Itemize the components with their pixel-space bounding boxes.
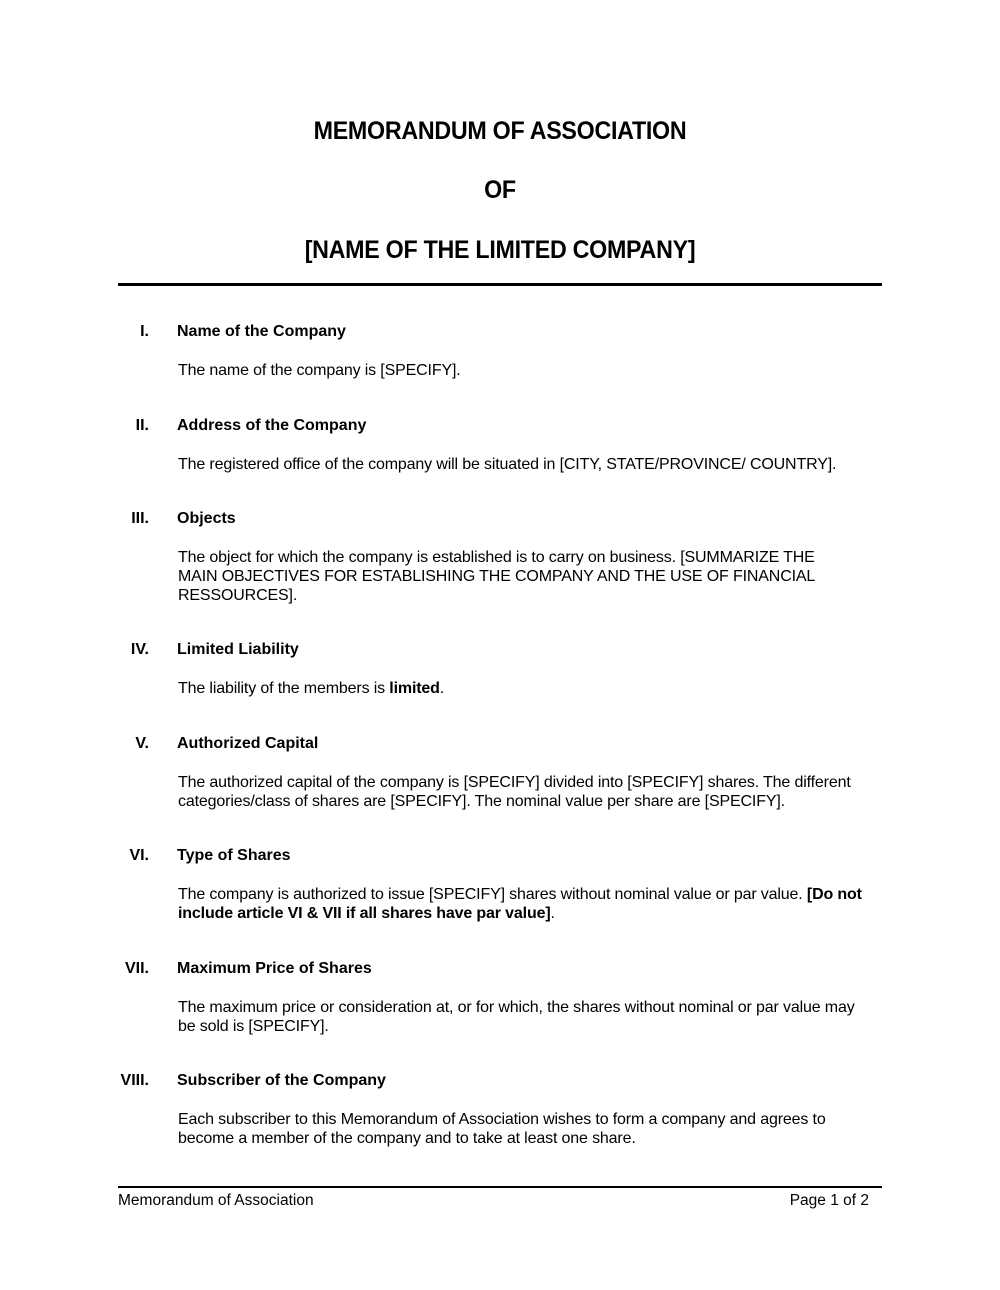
footer-document-name: Memorandum of Association [118,1192,314,1209]
section-numeral: VII. [124,960,149,977]
section-body: Each subscriber to this Memorandum of Association wishes to form a company and agrees to become a member of the company and to take at least one share. [178,1111,826,1147]
body-text-run: . [439,680,445,697]
section-body: The name of the company is [SPECIFY]. [178,362,461,379]
section-heading: Name of the Company [177,323,346,340]
section-heading: Type of Shares [177,847,291,864]
section-numeral: I. [140,323,149,340]
section-numeral: IV. [130,641,149,658]
body-text-bold-run: limited [389,680,440,697]
section-body [178,679,878,698]
body-text-run: The company is authorized to issue [SPECIFY] shares without nominal value or par value. [178,886,807,903]
section-numeral: II. [135,417,149,434]
section-numeral: V. [135,735,149,752]
section-numeral: III. [131,510,149,527]
section-body [178,885,878,923]
document-title-line-2: OF [484,176,516,204]
section-body: The object for which the company is established is to carry on business. [SUMMARIZE THE MAIN OBJECTIVES FOR ESTABLISHING THE COMPANY AND THE USE OF FINANCIAL RESSOURCES]. [178,549,815,604]
section-heading: Limited Liability [177,641,299,658]
body-text-run: . [550,905,555,922]
footer-page-number: Page 1 of 2 [789,1192,869,1209]
section-heading: Subscriber of the Company [177,1072,386,1089]
section-body: The maximum price or consideration at, or for which, the shares without nominal or par value may be sold is [SPECIFY]. [178,999,855,1035]
section-heading: Objects [177,510,236,527]
section-body: The authorized capital of the company is [SPECIFY] divided into [SPECIFY] shares. The different categories/class of shares are [SPECIFY]. The nominal value per share are [SPECIFY]. [178,774,851,810]
section-heading: Address of the Company [177,417,367,434]
document-title-line-3: [NAME OF THE LIMITED COMPANY] [304,236,696,264]
title-divider [118,283,882,286]
document-title-line-1: MEMORANDUM OF ASSOCIATION [313,117,687,145]
section-heading: Maximum Price of Shares [177,960,372,977]
body-text-run: The liability of the members is [178,680,390,697]
section-numeral: VI. [129,847,149,864]
section-numeral: VIII. [120,1072,149,1089]
section-heading: Authorized Capital [177,735,319,752]
body-text-bold-run: [Do not include article VI & VII if all shares have par value] [178,886,862,922]
footer-divider [118,1186,882,1188]
section-body: The registered office of the company will be situated in [CITY, STATE/PROVINCE/ COUNTRY]. [178,456,837,473]
